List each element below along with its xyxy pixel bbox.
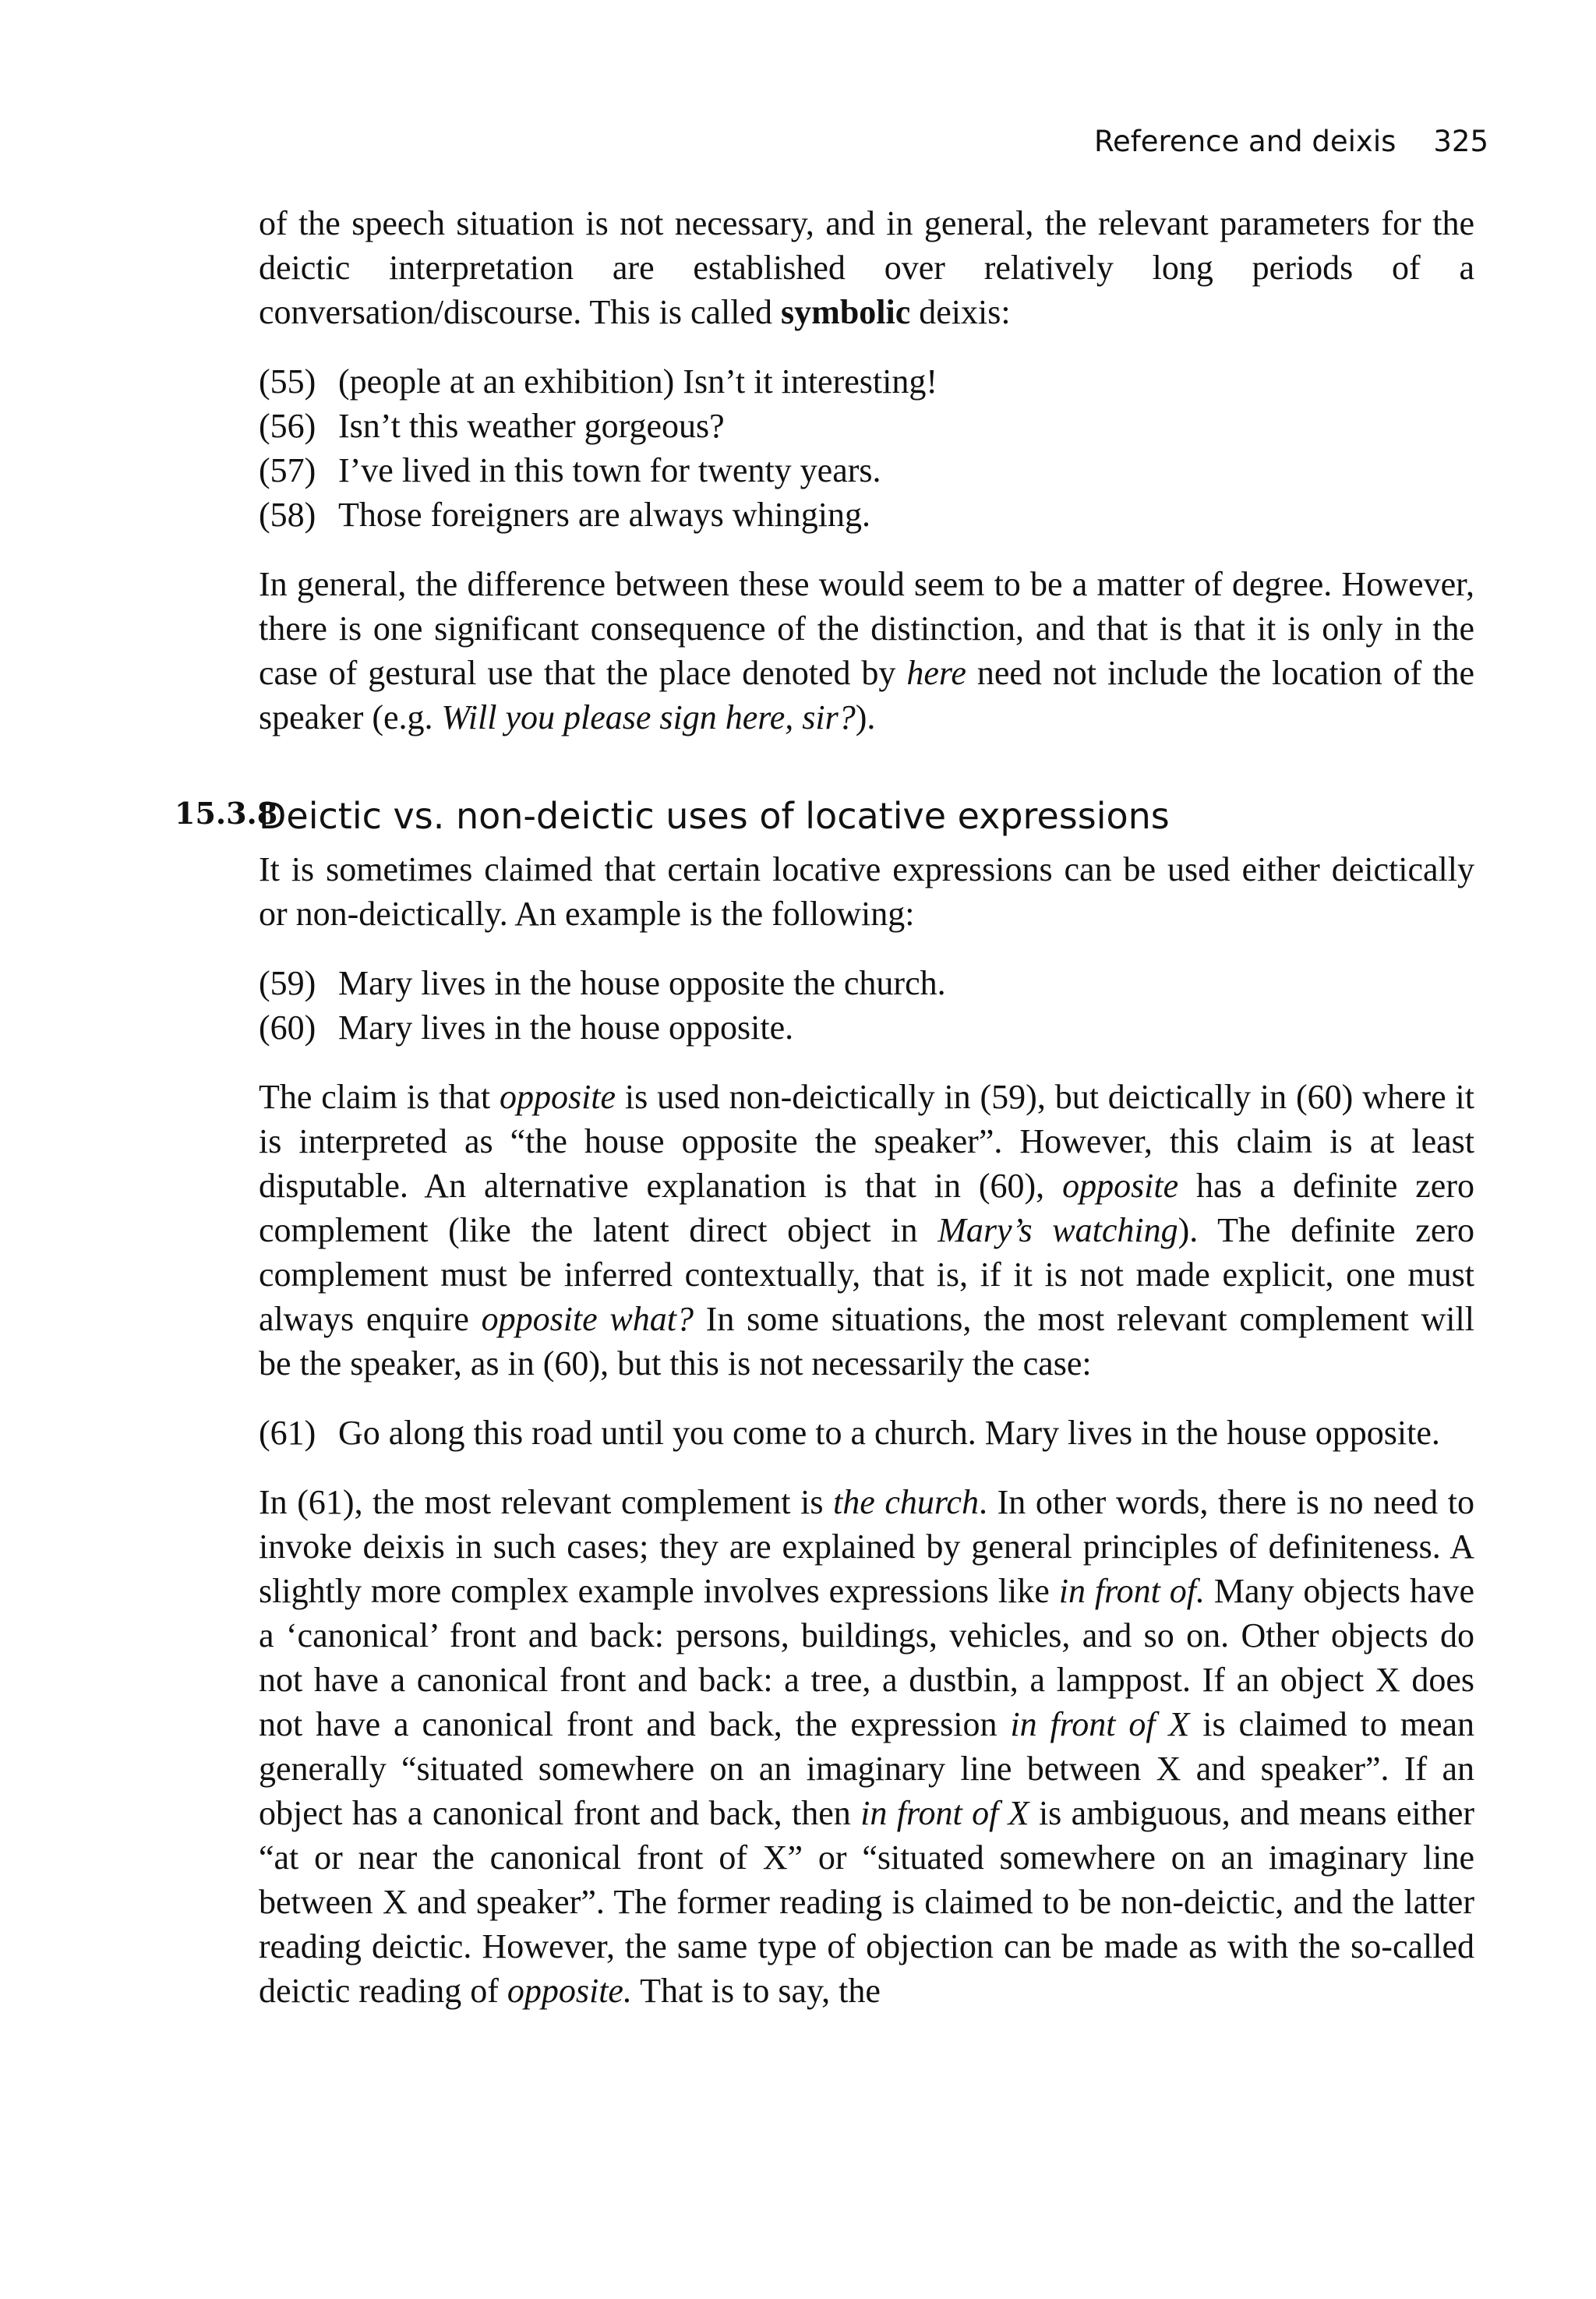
example-number: (60): [259, 1008, 316, 1047]
example-text: I’ve lived in this town for twenty years.: [338, 451, 881, 489]
example-list-55-58: [259, 359, 1474, 537]
example-item: [259, 493, 1474, 537]
example-list-61: [259, 1411, 1474, 1455]
example-text: (people at an exhibition) Isn’t it interesting!: [338, 362, 937, 401]
example-number: (58): [259, 496, 316, 534]
example-text: Mary lives in the house opposite the church.: [338, 964, 946, 1002]
paragraph-symbolic-deixis: of the speech situation is not necessary, and in general, the relevant parameters for the deictic interpretation are established over relatively long periods of a conversation/discourse. This is called symbolic deixis:: [259, 204, 1474, 331]
example-number: (56): [259, 407, 316, 445]
section-heading: [175, 789, 1474, 837]
example-text: Go along this road until you come to a church. Mary lives in the house opposite.: [338, 1414, 1440, 1452]
term-symbolic: symbolic: [781, 293, 911, 331]
example-item: [259, 1005, 1474, 1050]
example-text: Isn’t this weather gorgeous?: [338, 407, 725, 445]
example-list-59-60: [259, 961, 1474, 1050]
paragraph-in-front-of: In (61), the most relevant complement is the church. In other words, there is no need to invoke deixis in such cases; they are explained by general principles of definiteness. A slightly more complex example involves expressions like in front of. Many objects have a ‘canonical’ front and back: persons, buildings, vehicles, and so on. Other objects do not have a canonical front and back: a tree, a dustbin, a lamppost. If an object X does not have a canonical front and back, the expression in front of X is claimed to mean generally “situated somewhere on an imaginary line between X and speaker”. If an object has a canonical front and back, then in front of X is ambiguous, and means either “at or near the canonical front of X” or “situated somewhere on an imaginary line between X and speaker”. The former reading is claimed to be non-deictic, and the latter reading deictic. However, the same type of objection can be made as with the so-called deictic reading of opposite. That is to say, the: [259, 1483, 1475, 2010]
example-item: [259, 961, 1474, 1005]
example-text: Those foreigners are always whinging.: [338, 496, 871, 534]
example-text: Mary lives in the house opposite.: [338, 1008, 794, 1047]
section-title: Deictic vs. non-deictic uses of locative expressions: [259, 795, 1170, 837]
running-title: Reference and deixis: [1093, 125, 1396, 158]
paragraph-locative-claim: It is sometimes claimed that certain locative expressions can be used either deictically or non-deictically. An example is the following:: [259, 850, 1474, 933]
example-item: [259, 448, 1474, 493]
example-number: (59): [259, 964, 316, 1002]
example-number: (55): [259, 362, 316, 401]
example-item: [259, 359, 1474, 404]
example-number: (57): [259, 451, 316, 489]
section-number: 15.3.8: [175, 796, 278, 831]
page-number: 325: [1433, 125, 1488, 158]
running-header: [1094, 125, 1488, 158]
main-text: [175, 201, 1475, 2013]
example-item: [259, 404, 1474, 448]
example-number: (61): [259, 1414, 316, 1452]
paragraph-gestural-use: In general, the difference between these would seem to be a matter of degree. However, there is one significant consequence of the distinction, and that is that it is only in the case of gestural use that the place denoted by here need not include the location of the speaker (e.g. Will you please sign here, sir?).: [259, 565, 1474, 736]
paragraph-opposite-claim: The claim is that opposite is used non-deictically in (59), but deictically in (60) where it is interpreted as “the house opposite the speaker”. However, this claim is at least disputable. An alternative explanation is that in (60), opposite has a definite zero complement (like the latent direct object in Mary’s watching). The definite zero complement must be inferred contextually, that is, if it is not made explicit, one must always enquire opposite what? In some situations, the most relevant complement will be the speaker, as in (60), but this is not necessarily the case:: [259, 1078, 1475, 1383]
example-item: [259, 1411, 1474, 1455]
